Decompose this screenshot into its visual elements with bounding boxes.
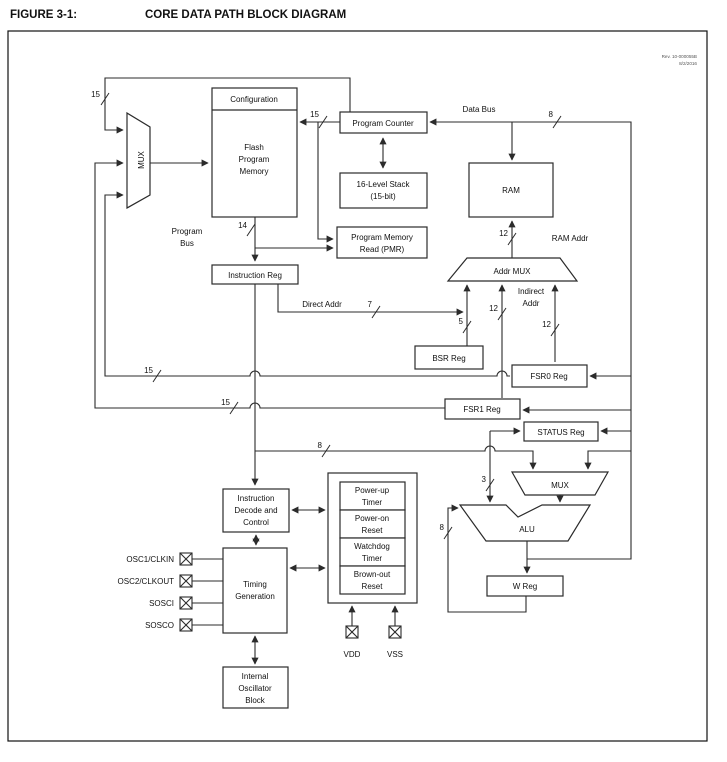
revision-date: 8/2/2016 [679,61,697,66]
width-pc-to-flash: 15 [310,110,319,119]
width-wreg-feedback: 8 [439,523,444,532]
width-ram-addr: 12 [499,229,508,238]
width-literal: 8 [317,441,322,450]
block-program-memory-read [337,227,427,258]
watchdog-timer-label: Watchdog Timer [354,542,390,563]
power-on-reset-label: Power-on Reset [354,514,390,535]
bsr-label: BSR Reg [432,354,466,363]
block-bsr-reg [415,346,483,369]
fsr0-label: FSR0 Reg [530,372,568,381]
width-fsr0-to-mux: 15 [144,366,153,375]
label-indirect-addr: Indirect Addr [517,287,545,308]
block-instruction-decode [223,489,289,532]
power-up-timer-label: Power-up Timer [354,486,390,507]
width-fsr0-indirect: 12 [542,320,551,329]
label-data-bus: Data Bus [462,105,496,114]
alu-label: ALU [519,525,535,534]
revision-number: Rev. 10-000055B [661,54,697,59]
figure-title: CORE DATA PATH BLOCK DIAGRAM [145,9,347,21]
pin-osc1-icon [180,553,192,565]
timing-generation-label: Timing Generation [235,580,275,601]
pin-sosci-label: SOSCI [149,599,174,608]
pin-osc1-label: OSC1/CLKIN [126,555,174,564]
block-internal-oscillator [223,667,288,708]
width-bsr: 5 [458,317,463,326]
pin-vdd-label: VDD [343,650,361,659]
block-timers [328,473,417,603]
block-fsr1-reg [445,399,520,419]
pin-vdd-icon [346,626,358,638]
block-instruction-reg [212,265,298,284]
pin-vss-icon [389,626,401,638]
pin-vss-label: VSS [386,650,404,659]
pin-osc2-icon [180,575,192,587]
block-timing-generation [223,548,287,633]
instruction-reg-label: Instruction Reg [228,271,282,280]
width-direct-addr: 7 [367,300,372,309]
block-w-reg [487,576,563,596]
ram-label: RAM [502,186,520,195]
wire-databus-to-alumux [588,451,631,469]
instruction-decode-label: Instruction Decode and Control [234,494,278,527]
pin-sosci-icon [180,597,192,609]
block-addr-mux [448,258,577,281]
width-status-alu: 3 [481,475,486,484]
stack-label: 16-Level Stack (15-bit) [356,180,410,201]
brown-out-reset-label: Brown-out Reset [353,570,391,591]
wire-literal-to-alumux [255,446,533,469]
block-ram [469,163,553,217]
bus-width-slashes [101,93,561,539]
block-status-reg [524,422,598,441]
alu-mux-label: MUX [551,481,569,490]
pin-sosco-icon [180,619,192,631]
width-program-bus: 14 [238,221,247,230]
wire-pc-to-pmr [318,122,333,239]
block-program-counter [340,112,427,133]
internal-oscillator-label: Internal Oscillator Block [238,672,272,705]
flash-label: Flash Program Memory [238,143,270,176]
width-fsr1-to-mux: 15 [221,398,230,407]
block-alu-mux [512,472,608,495]
fsr1-label: FSR1 Reg [463,405,501,414]
width-fsr1-indirect: 12 [489,304,498,313]
pin-sosco-label: SOSCO [145,621,174,630]
pmr-label: Program Memory Read (PMR) [351,233,413,254]
configuration-label: Configuration [230,95,278,104]
figure-label: FIGURE 3-1: [10,9,78,21]
status-label: STATUS Reg [537,428,585,437]
block-mux-left [127,113,150,208]
label-program-bus: Program Bus [171,227,203,248]
pin-osc2-label: OSC2/CLKOUT [117,577,174,586]
width-pc-feedback: 15 [91,90,100,99]
program-counter-label: Program Counter [352,119,414,128]
mux-left-label: MUX [137,151,146,169]
block-stack [340,173,427,208]
addr-mux-label: Addr MUX [493,267,531,276]
width-data-bus: 8 [548,110,553,119]
block-fsr0-reg [512,365,587,387]
label-ram-addr: RAM Addr [551,234,589,243]
w-reg-label: W Reg [512,582,538,591]
label-direct-addr: Direct Addr [302,300,342,309]
bus-width-labels [91,90,553,532]
block-alu [460,505,590,541]
block-flash-program-memory [212,88,297,217]
